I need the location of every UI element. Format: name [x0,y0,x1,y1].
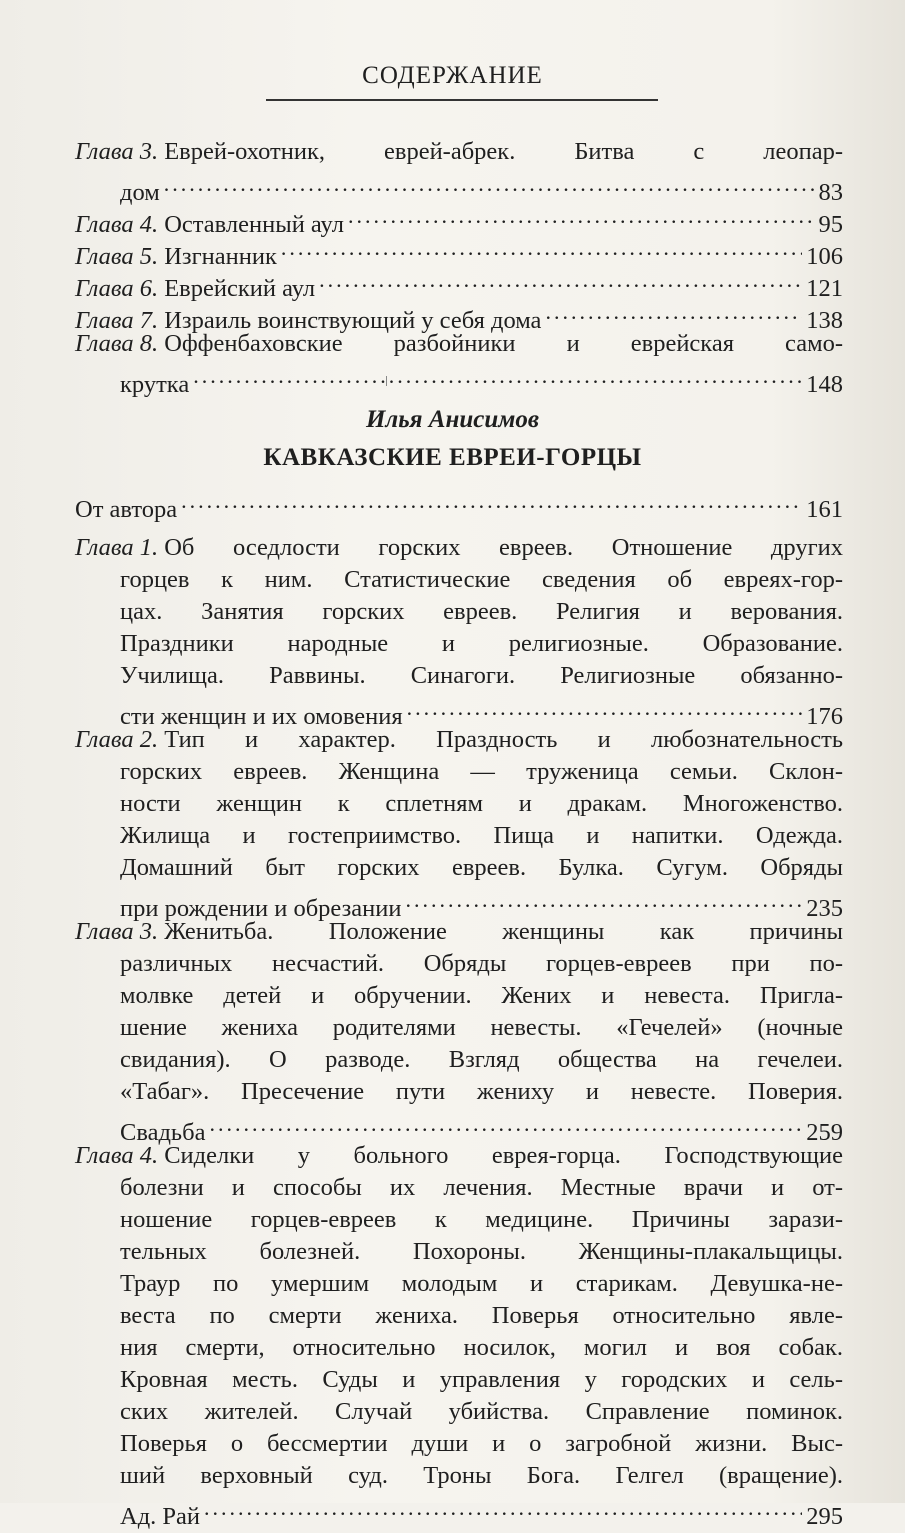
entry-title: шение жениха родителями невесты. «Гечелей» (ночные [120,1014,843,1041]
toc-line [75,200,843,238]
entry-title: горцев к ним. Статистические сведения об евреях-гор- [120,566,843,593]
entry-title: свидания). О разводе. Взгляд общества на гечелеи. [120,1046,843,1073]
entry-title: Еврейский аул [164,275,316,302]
toc-line [75,1300,843,1332]
entry-title: тельных болезней. Похороны. Женщины-плакальщицы. [120,1238,843,1265]
toc-line [75,1364,843,1396]
entry-title: цах. Занятия горских евреев. Религия и верования. [120,598,843,625]
toc-line [75,1268,843,1300]
dot-leader [204,1492,802,1524]
toc-entry[interactable] [75,724,843,922]
toc-line [75,1044,843,1076]
toc-entry[interactable] [75,200,843,238]
entry-title: От автора [75,496,178,523]
entry-title: болезни и способы их лечения. Местные врачи и от- [120,1174,843,1201]
chapter-label: Глава 2. [75,726,159,753]
toc-line [75,980,843,1012]
toc-line [75,136,843,168]
toc-line [75,692,843,730]
chapter-label: Глава 4. [75,1142,159,1169]
author-name: Илья Анисимов [365,406,540,433]
page-number: 161 [806,496,843,523]
entry-title: Изгнанник [164,243,277,270]
page-number: 176 [806,703,843,730]
toc-line [75,1460,843,1492]
toc-line [75,884,843,922]
entry-title: веста по смерти жениха. Поверья относительно явле- [120,1302,843,1329]
page-number: 83 [818,179,843,206]
entry-title: ший верховный суд. Троны Бога. Гелгел (вращение). [120,1462,843,1489]
page-number: 121 [806,275,843,302]
chapter-label: Глава 1. [75,534,159,561]
chapter-label: Глава 8. [75,330,159,357]
toc-line [75,328,843,360]
toc-line [75,532,843,564]
toc-line [75,788,843,820]
entry-title: дом [120,179,160,206]
book-title: КАВКАЗСКИЕ ЕВРЕИ-ГОРЦЫ [263,444,642,471]
dot-leader [405,884,802,916]
toc-line [75,756,843,788]
entry-title: ния смерти, относительно носилок, могил и воя собак. [120,1334,843,1361]
toc-line [75,1172,843,1204]
stray-mark [386,376,387,386]
entry-title: Поверья о бессмертии души и о загробной жизни. Выс- [120,1430,843,1457]
entry-title: Оффенбаховские разбойники и еврейская само- [164,330,843,357]
dot-leader [407,692,803,724]
toc-line [75,852,843,884]
entry-title: Ад. Рай [120,1503,201,1530]
dot-leader [545,296,802,328]
entry-title: Праздники народные и религиозные. Образование. [120,630,843,657]
entry-title: Еврей-охотник, еврей-абрек. Битва с леопар- [164,138,843,165]
entry-title: Тип и характер. Праздность и любознательность [164,726,843,753]
entry-title: Оставленный аул [164,211,344,238]
entry-title: при рождении и обрезании [120,895,402,922]
toc-part1 [75,136,843,398]
page-number: 295 [806,1503,843,1530]
chapter-label: Глава 4. [75,211,159,238]
toc-entry[interactable] [75,1140,843,1530]
toc-line [75,360,843,398]
toc-line [75,820,843,852]
entry-title: Кровная месть. Суды и управления у городских и сель- [120,1366,843,1393]
entry-title: горских евреев. Женщина — труженица семьи. Склон- [120,758,843,785]
entry-title: молвке детей и обручении. Жених и невеста. Пригла- [120,982,843,1009]
entry-title: сти женщин и их омовения [120,703,403,730]
dot-leader [348,200,815,232]
entry-title: ских жителей. Случай убийства. Справление поминок. [120,1398,843,1425]
toc-entry[interactable] [75,916,843,1146]
toc-line [75,1140,843,1172]
toc-line [75,1396,843,1428]
chapter-label: Глава 3. [75,918,159,945]
entry-title: Домашний быт горских евреев. Булка. Сугум. Обряды [120,854,843,881]
toc-line [75,916,843,948]
entry-title: «Табаг». Пресечение пути жениху и невесте. Поверия. [120,1078,843,1105]
chapter-label: Глава 3. [75,138,159,165]
toc-line [75,1204,843,1236]
chapter-label: Глава 7. [75,307,159,334]
page-number: 235 [806,895,843,922]
dot-leader [281,232,802,264]
toc-line [75,724,843,756]
page-number: 95 [818,211,843,238]
entry-title: Сиделки у больного еврея-горца. Господствующие [164,1142,843,1169]
toc-entry[interactable] [75,532,843,730]
toc-line [75,1492,843,1530]
dot-leader [193,360,802,392]
entry-title: крутка [120,371,190,398]
toc-line [75,1076,843,1108]
entry-title: Свадьба [120,1119,206,1146]
page-number: 259 [806,1119,843,1146]
entry-title: различных несчастий. Обряды горцев-евреев при по- [120,950,843,977]
toc-line [75,564,843,596]
chapter-label: Глава 6. [75,275,159,302]
toc-line [75,660,843,692]
toc-entry[interactable] [75,328,843,398]
chapter-label: Глава 5. [75,243,159,270]
entry-title: ности женщин к сплетням и дракам. Многоженство. [120,790,843,817]
dot-leader [319,264,802,296]
entry-title: Траур по умершим молодым и старикам. Девушка-не- [120,1270,843,1297]
page-number: 138 [806,307,843,334]
dot-leader [209,1108,802,1140]
toc-entry[interactable] [75,136,843,206]
toc-line [75,1428,843,1460]
running-head: СОДЕРЖАНИЕ [362,62,543,89]
header-rule [266,99,658,101]
toc-line [75,168,843,206]
dot-leader [164,168,815,200]
entry-title: ношение горцев-евреев к медицине. Причины зарази- [120,1206,843,1233]
toc-preface [75,485,843,523]
toc-part2 [75,532,843,1530]
toc-line [75,596,843,628]
page-number: 106 [806,243,843,270]
entry-title: Училища. Раввины. Синагоги. Религиозные обязанно- [120,662,843,689]
toc-entry-preface[interactable] [75,485,843,523]
entry-title: Израиль воинствующий у себя дома [164,307,542,334]
toc-line [75,1012,843,1044]
dot-leader [181,485,802,517]
toc-line [75,948,843,980]
entry-title: Женитьба. Положение женщины как причины [164,918,843,945]
toc-line [75,1108,843,1146]
toc-line [75,1332,843,1364]
entry-title: Об оседлости горских евреев. Отношение других [164,534,843,561]
toc-line [75,628,843,660]
page-number: 148 [806,371,843,398]
toc-line [75,1236,843,1268]
entry-title: Жилища и гостеприимство. Пища и напитки. Одежда. [120,822,843,849]
